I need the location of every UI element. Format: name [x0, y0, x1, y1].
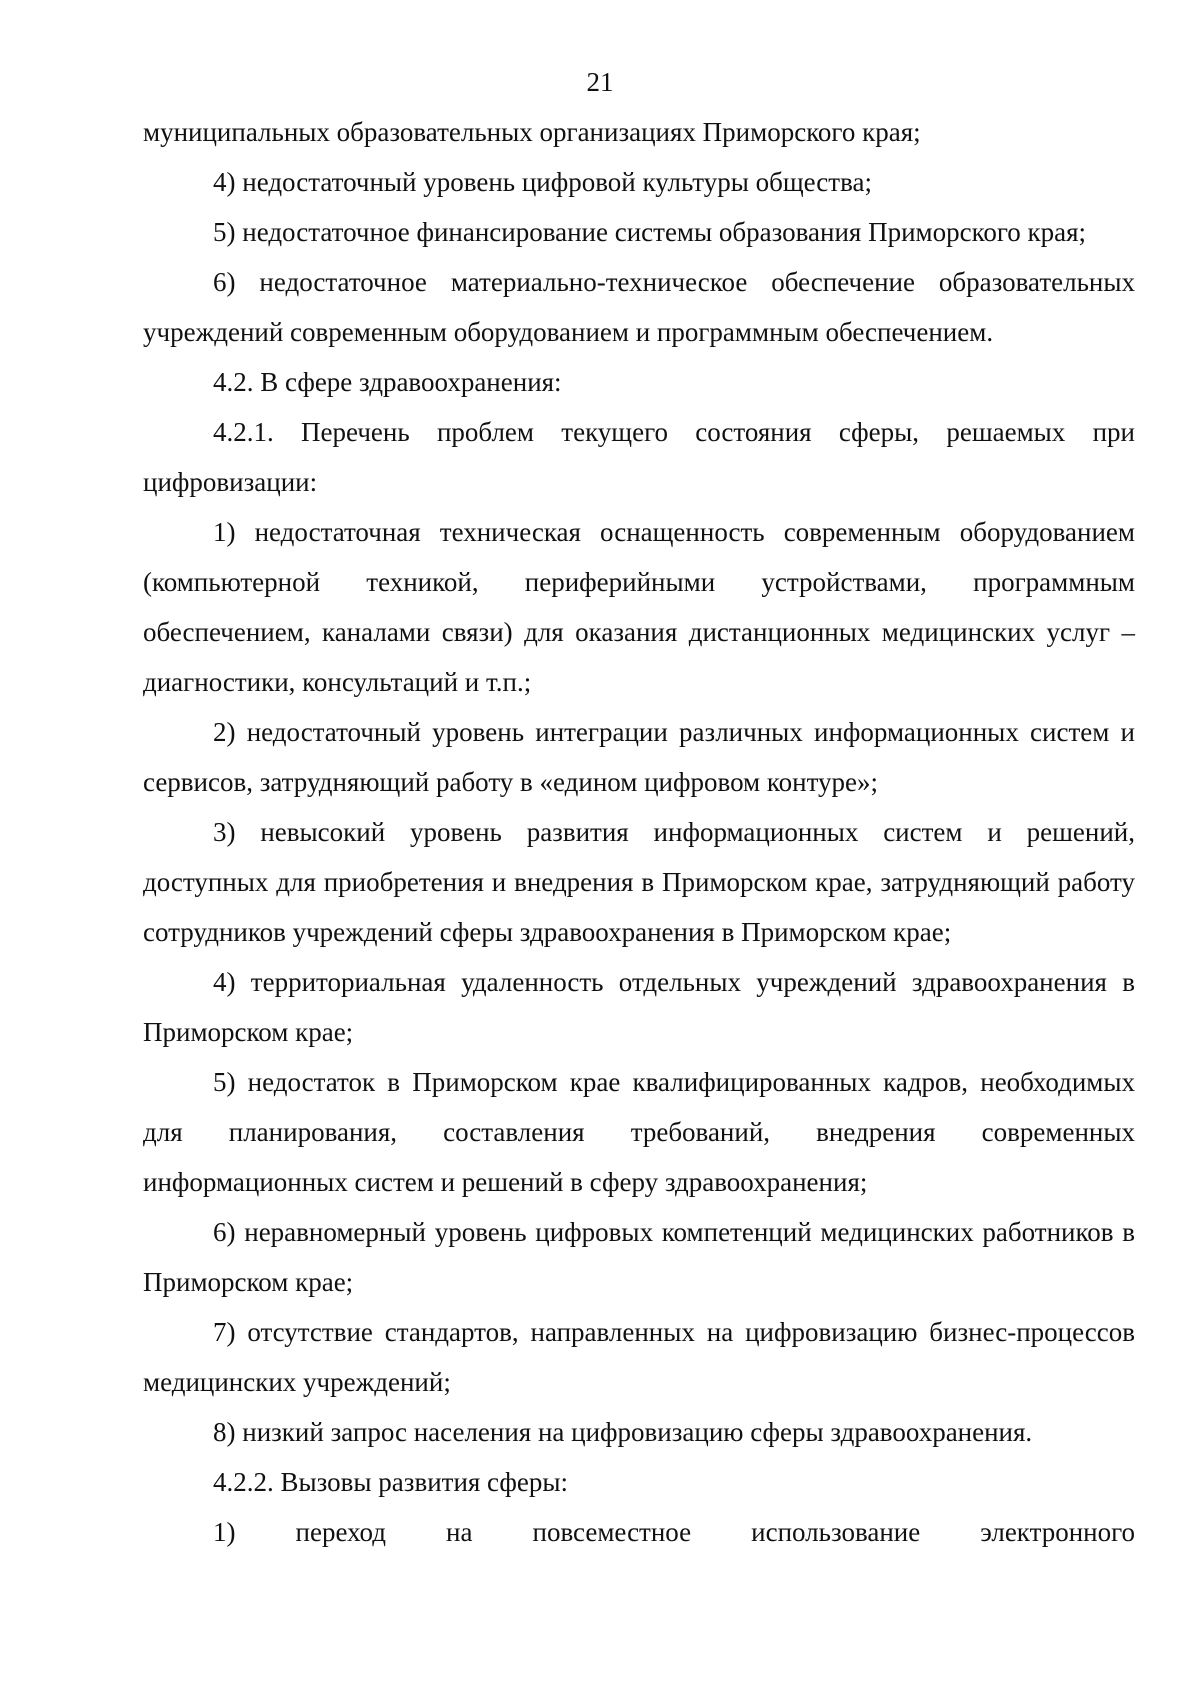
list-item: 1) переход на повсеместное использование электронного [213, 1517, 1135, 1547]
paragraph: 4) недостаточный уровень цифровой культуры общества; [213, 167, 872, 197]
page-number: 21 [586, 67, 614, 97]
list-item: 7) отсутствие стандартов, направленных на цифровизацию бизнес-процессов медицинских учреждений; [143, 1317, 1135, 1397]
subsection-heading: 4.2.2. Вызовы развития сферы: [213, 1467, 568, 1497]
list-item: 8) низкий запрос населения на цифровизацию сферы здравоохранения. [213, 1417, 1033, 1447]
subsection-heading: 4.2.1. Перечень проблем текущего состояния сферы, решаемых при цифровизации: [143, 417, 1135, 497]
list-item: 6) неравномерный уровень цифровых компетенций медицинских работников в Приморском крае; [143, 1217, 1135, 1297]
list-item: 3) невысокий уровень развития информационных систем и решений, доступных для приобретения и внедрения в Приморском крае, затрудняющий работу сотрудников учреждений сферы здравоохранения в Приморском крае; [143, 817, 1135, 947]
list-item: 5) недостаток в Приморском крае квалифицированных кадров, необходимых для планирования, составления требований, внедрения современных информационных систем и решений в сферу здравоохранения; [143, 1067, 1135, 1197]
section-heading: 4.2. В сфере здравоохранения: [213, 367, 562, 397]
paragraph: муниципальных образовательных организациях Приморского края; [143, 117, 921, 147]
list-item: 4) территориальная удаленность отдельных учреждений здравоохранения в Приморском крае; [143, 967, 1135, 1047]
list-item: 1) недостаточная техническая оснащенность современным оборудованием (компьютерной техникой, периферийными устройствами, программным обеспечением, каналами связи) для оказания дистанционных медицинских услуг – диагностики, консультаций и т.п.; [143, 517, 1135, 697]
list-item: 2) недостаточный уровень интеграции различных информационных систем и сервисов, затрудняющий работу в «едином цифровом контуре»; [143, 717, 1135, 797]
document-body [143, 107, 1135, 1557]
paragraph: 5) недостаточное финансирование системы образования Приморского края; [213, 217, 1087, 247]
paragraph: 6) недостаточное материально-техническое обеспечение образовательных учреждений современным оборудованием и программным обеспечением. [143, 267, 1135, 347]
